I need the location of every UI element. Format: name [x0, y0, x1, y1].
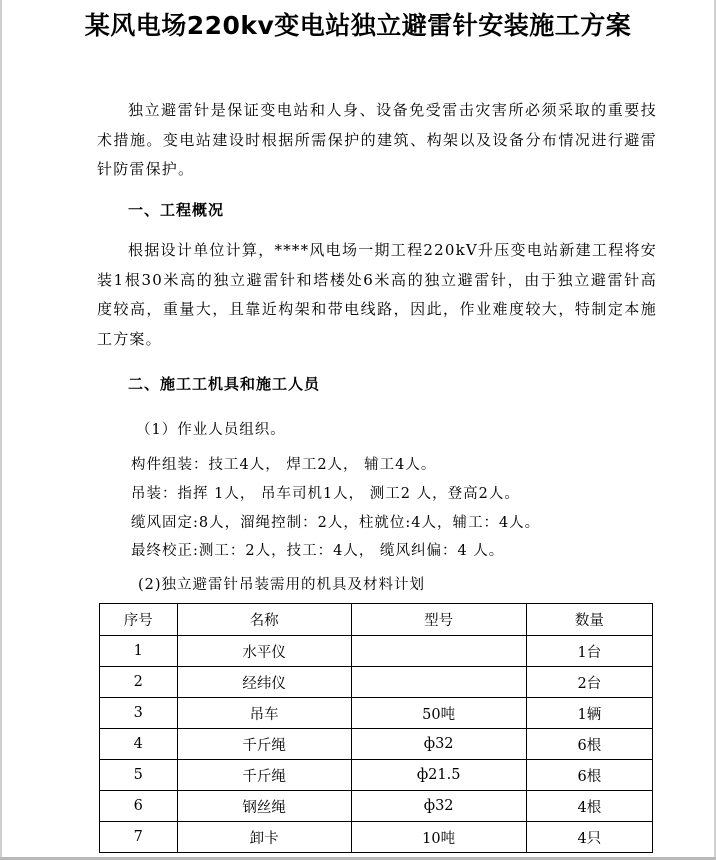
table-cell: 1: [100, 636, 178, 667]
table-cell: 水平仪: [177, 636, 351, 667]
table-cell: 1台: [526, 636, 652, 667]
table-cell: 5: [100, 760, 178, 791]
table-cell: [351, 636, 526, 667]
table-cell: 2: [100, 667, 178, 698]
table-cell: ф32: [351, 729, 526, 760]
table-cell: 4: [100, 729, 178, 760]
table-cell: [351, 667, 526, 698]
table-cell: ф32: [351, 791, 526, 822]
table-row: [100, 760, 653, 791]
staff-line-hoisting: 吊装：指挥 1人， 吊车司机1人， 测工2 人，登高2人。: [131, 486, 520, 502]
table-row: [100, 698, 653, 729]
table-header-cell: 数量: [526, 604, 652, 636]
table-cell: 4只: [526, 822, 652, 853]
table-cell: 卸卡: [177, 822, 351, 853]
table-cell: ф21.5: [351, 760, 526, 791]
equipment-table: [99, 603, 653, 853]
table-row: [100, 791, 653, 822]
section-1-heading: 一、工程概况: [128, 201, 225, 219]
staff-line-assembly: 构件组装：技工4人， 焊工2人， 辅工4人。: [131, 457, 437, 473]
table-cell: 6: [100, 791, 178, 822]
table-cell: 50吨: [351, 698, 526, 729]
subsection-1-heading: （1）作业人员组织。: [136, 422, 286, 438]
staff-line-final-correction: 最终校正:测工：2人，技工：4人， 缆风纠偏：4 人。: [131, 543, 505, 559]
table-header-cell: 型号: [351, 604, 526, 636]
table-cell: 1辆: [526, 698, 652, 729]
table-cell: 千斤绳: [177, 760, 351, 791]
table-header-cell: 名称: [177, 604, 351, 636]
table-header-cell: 序号: [100, 604, 178, 636]
table-row: [100, 667, 653, 698]
table-header-row: [100, 604, 653, 636]
section-1-paragraph: 根据设计单位计算，****风电场一期工程220kV升压变电站新建工程将安装1根30米高的独立避雷针和塔楼处6米高的独立避雷针，由于独立避雷针高度较高，重量大，且靠近构架和带电线路，因此，作业难度较大，特制定本施工方案。: [97, 241, 657, 348]
table-cell: 4根: [526, 791, 652, 822]
table-cell: 经纬仪: [177, 667, 351, 698]
table-row: [100, 822, 653, 853]
table-cell: 10吨: [351, 822, 526, 853]
table-cell: 3: [100, 698, 178, 729]
page-edge-left: [0, 0, 2, 860]
table-cell: 2台: [526, 667, 652, 698]
table-cell: 6根: [526, 760, 652, 791]
section-2-heading: 二、施工工机具和施工人员: [128, 375, 321, 393]
table-cell: 吊车: [177, 698, 351, 729]
table-cell: 千斤绳: [177, 729, 351, 760]
table-cell: 钢丝绳: [177, 791, 351, 822]
subsection-2-heading: (2)独立避雷针吊装需用的机具及材料计划: [138, 577, 426, 593]
intro-paragraph: 独立避雷针是保证变电站和人身、设备免受雷击灾害所必须采取的重要技术措施。变电站建设时根据所需保护的建筑、构架以及设备分布情况进行避雷针防雷保护。: [97, 101, 657, 178]
staff-line-guy-wire: 缆风固定:8人，溜绳控制：2人，柱就位:4人，辅工：4人。: [131, 515, 541, 531]
document-title: 某风电场220kv变电站独立避雷针安装施工方案: [84, 11, 632, 40]
table-row: [100, 729, 653, 760]
table-cell: 6根: [526, 729, 652, 760]
table-cell: 7: [100, 822, 178, 853]
table-row: [100, 636, 653, 667]
